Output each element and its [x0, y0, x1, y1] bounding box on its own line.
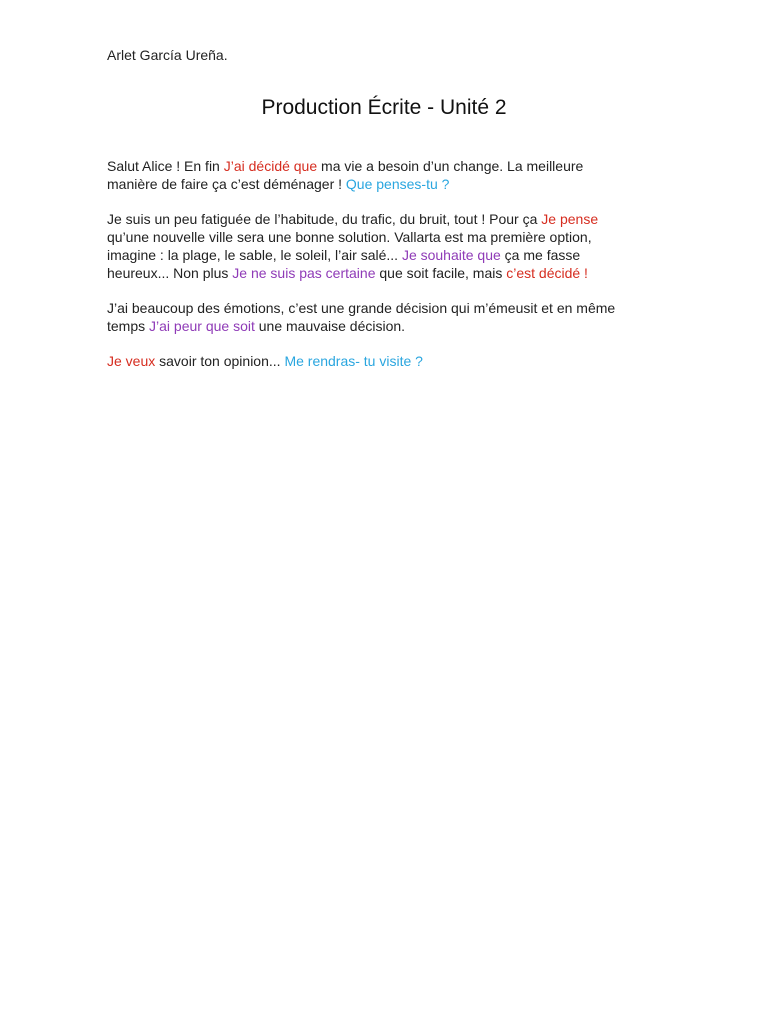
paragraph-line	[107, 210, 667, 228]
text-segment: que soit facile, mais	[375, 265, 507, 281]
highlighted-question: Que penses-tu ?	[345, 176, 450, 192]
document-body	[107, 157, 667, 387]
highlighted-expression: Je souhaite que	[401, 247, 501, 263]
paragraph-line	[107, 157, 667, 175]
paragraph-line	[107, 264, 667, 282]
paragraph-emotions	[107, 299, 667, 335]
text-segment: J’ai beaucoup des émotions, c’est une grande décision qui m’émeusit et en même	[107, 300, 616, 316]
highlighted-question: Me rendras- tu visite ?	[284, 353, 423, 369]
paragraph-line	[107, 299, 667, 317]
paragraph-line	[107, 317, 667, 335]
paragraph-greeting	[107, 157, 667, 193]
text-segment: ça me fasse	[500, 247, 581, 263]
paragraph-reasons	[107, 210, 667, 282]
highlighted-expression: c’est décidé !	[506, 265, 588, 281]
highlighted-expression: J’ai peur que soit	[149, 318, 255, 334]
text-segment: Je suis un peu fatiguée de l’habitude, du trafic, du bruit, tout ! Pour ça	[107, 211, 542, 227]
text-segment: temps	[107, 318, 150, 334]
paragraph-line	[107, 175, 667, 193]
text-segment: imagine : la plage, le sable, le soleil, l’air salé...	[107, 247, 402, 263]
text-segment: ma vie a besoin d’un change. La meilleure	[317, 158, 584, 174]
text-segment: une mauvaise décision.	[254, 318, 406, 334]
text-segment: Salut Alice ! En fin	[107, 158, 224, 174]
text-segment: qu’une nouvelle ville sera une bonne solution. Vallarta est ma première option,	[107, 229, 592, 245]
highlighted-expression: Je ne suis pas certaine	[232, 265, 376, 281]
highlighted-expression: J’ai décidé que	[223, 158, 318, 174]
paragraph-line	[107, 352, 667, 370]
paragraph-line	[107, 246, 667, 264]
text-segment: manière de faire ça c’est déménager !	[107, 176, 346, 192]
text-segment: savoir ton opinion...	[155, 353, 285, 369]
paragraph-closing	[107, 352, 667, 370]
document-title: Production Écrite - Unité 2	[261, 96, 507, 119]
paragraph-line	[107, 228, 667, 246]
author-name: Arlet García Ureña.	[107, 47, 228, 63]
highlighted-expression: Je pense	[541, 211, 599, 227]
text-segment: heureux... Non plus	[107, 265, 233, 281]
highlighted-expression: Je veux	[107, 353, 156, 369]
